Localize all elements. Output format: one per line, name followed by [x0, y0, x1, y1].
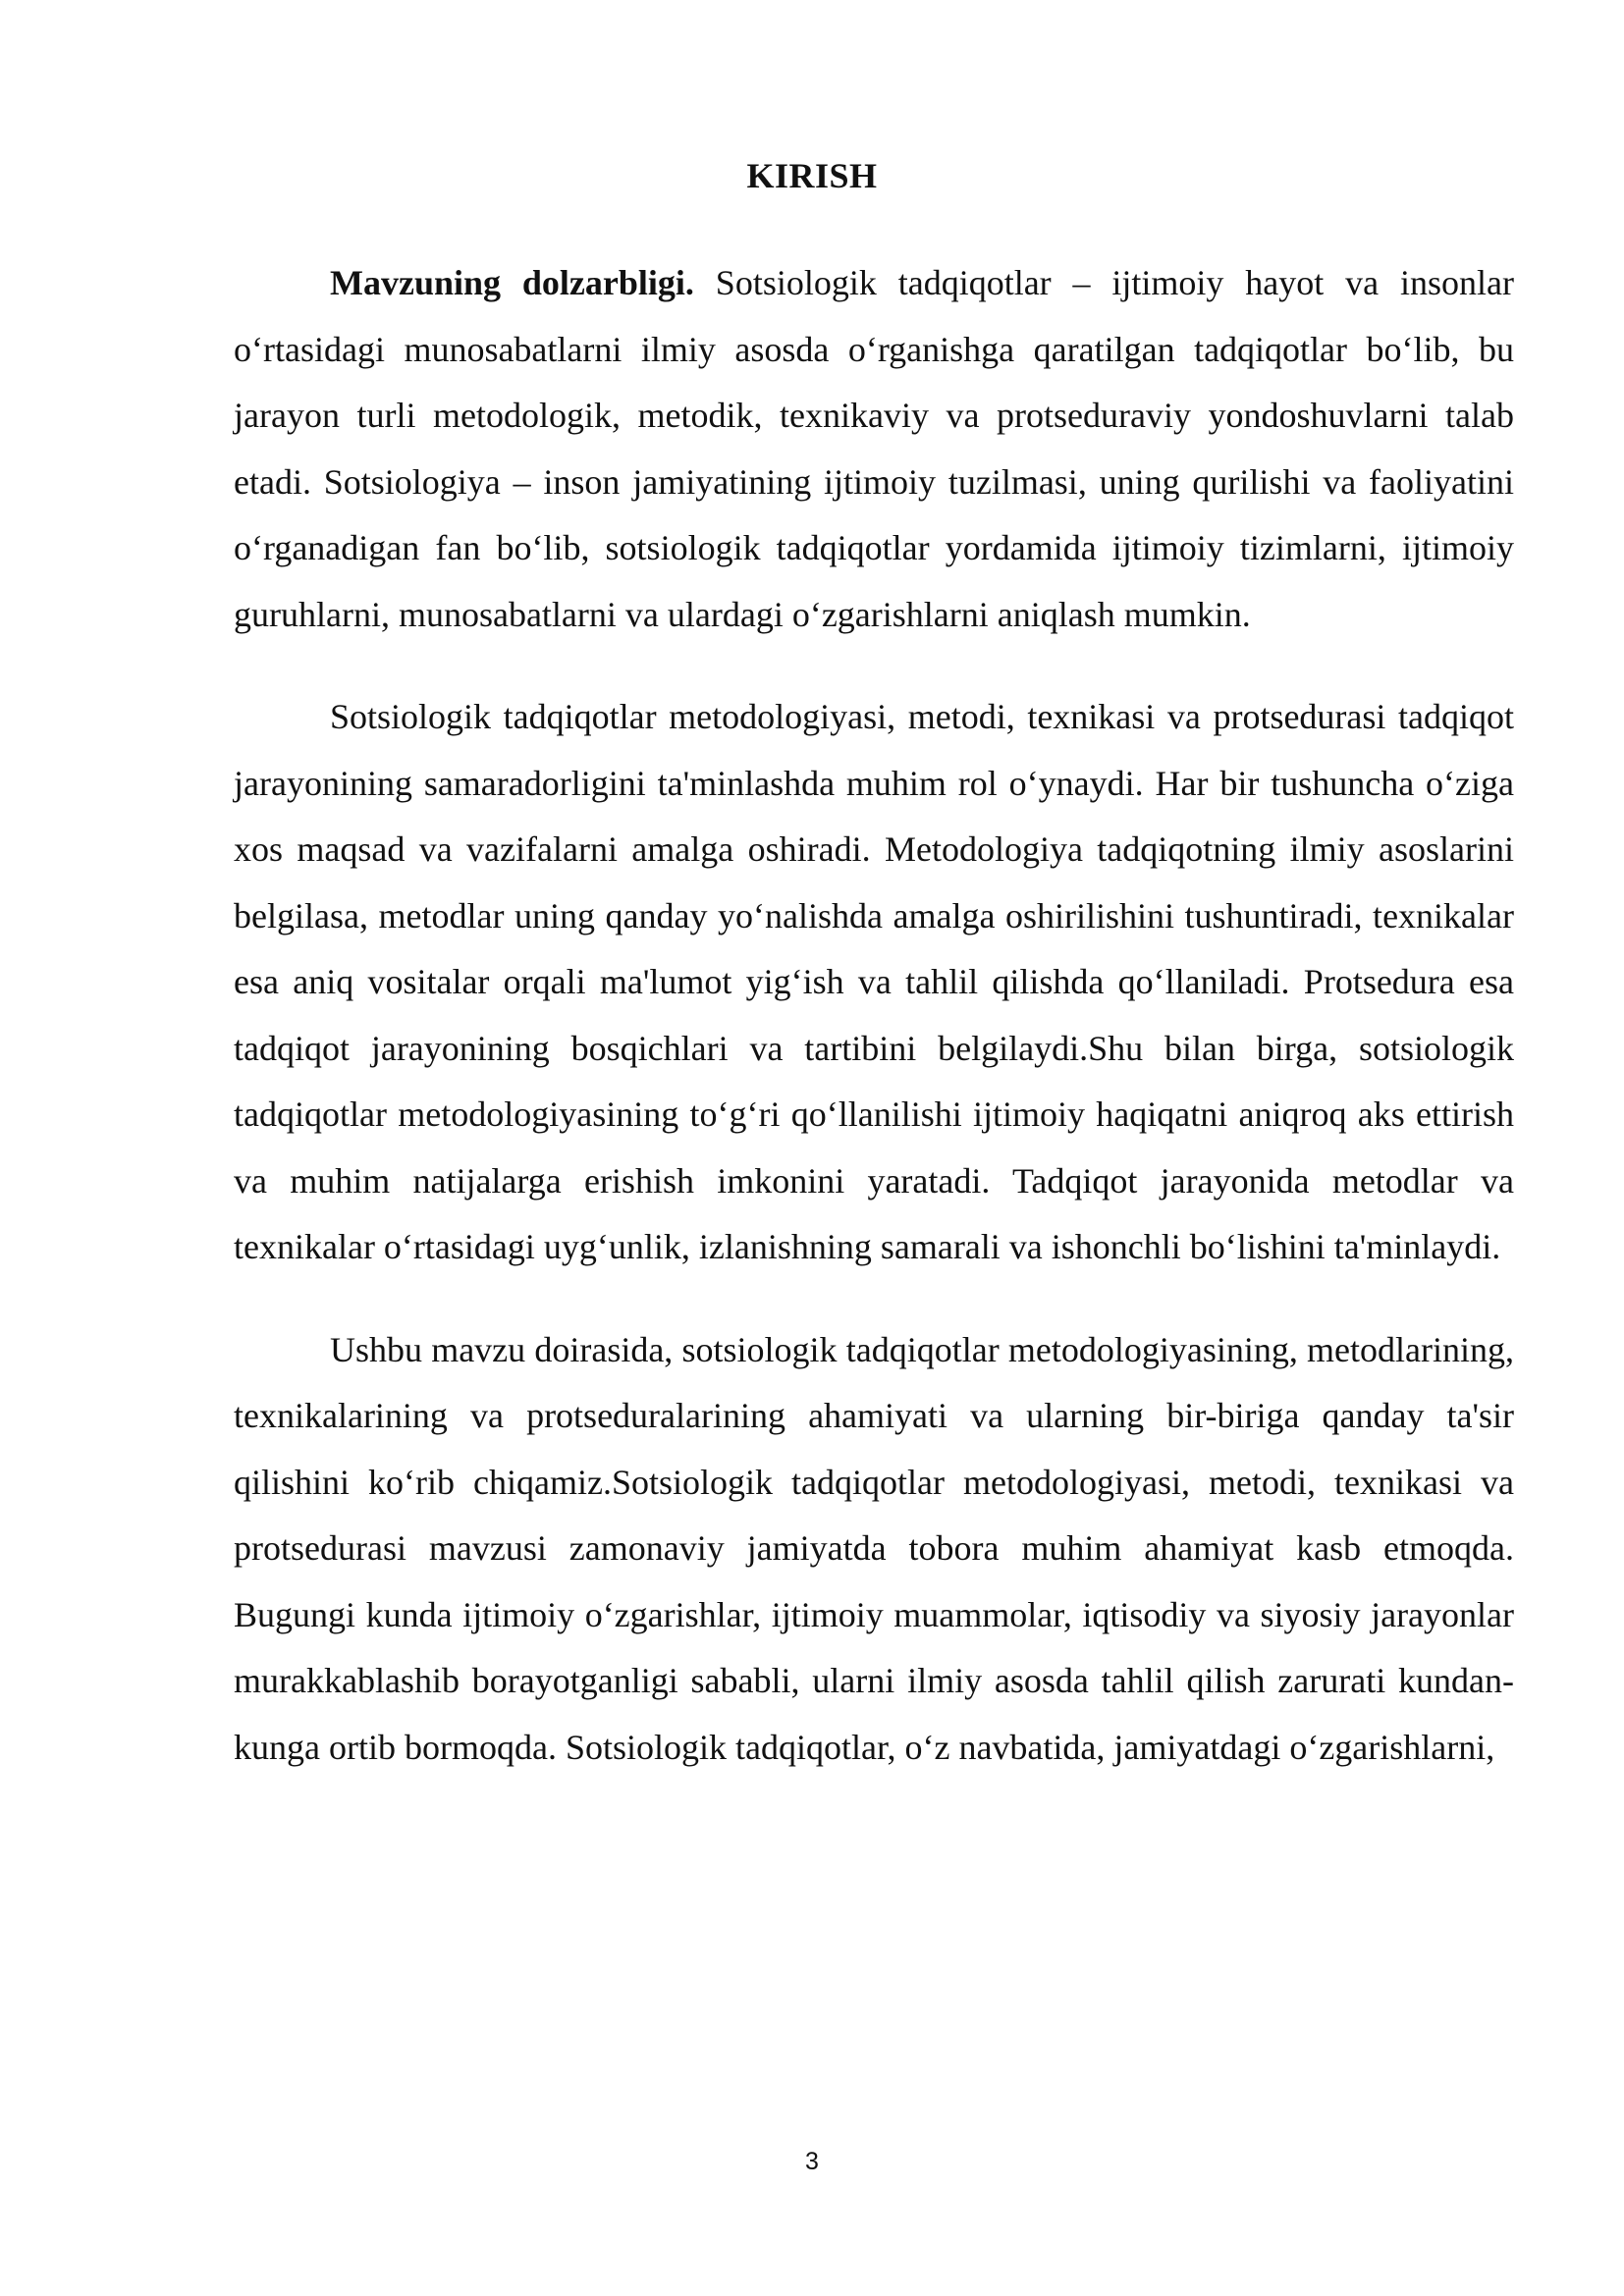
section-heading: KIRISH: [746, 156, 878, 195]
page-number: 3: [805, 2148, 819, 2175]
paragraph-1-text: Sotsiologik tadqiqotlar – ijtimoiy hayot va insonlar o‘rtasidagi munosabatlarni ilmiy asosda o‘rganishga qaratilgan tadqiqotlar bo‘lib, bu jarayon turli metodologik, metodik, texnikaviy va protseduraviy yondoshuvlarni talab etadi. Sotsiologiya – inson jamiyatining ijtimoiy tuzilmasi, uning qurilishi va faoliyatini o‘rganadigan fan bo‘lib, sotsiologik tadqiqotlar yordamida ijtimoiy tizimlarni, ijtimoiy guruhlarni, munosabatlarni va ulardagi o‘zgarishlarni aniqlash mumkin.: [234, 263, 1515, 634]
paragraph-1: [234, 250, 1514, 648]
paragraph-3: Ushbu mavzu doirasida, sotsiologik tadqiqotlar metodologiyasining, metodlarining, texnikalarining va protseduralarining ahamiyati va ularning bir-biriga qanday ta'sir qilishini ko‘rib chiqamiz.Sotsiologik tadqiqotlar metodologiyasi, metodi, texnikasi va protsedurasi mavzusi zamonaviy jamiyatda tobora muhim ahamiyat kasb etmoqda. Bugungi kunda ijtimoiy o‘zgarishlar, ijtimoiy muammolar, iqtisodiy va siyosiy jarayonlar murakkablashib borayotganligi sababli, ularni ilmiy asosda tahlil qilish zarurati kundan-kunga ortib bormoqda. Sotsiologik tadqiqotlar, o‘z navbatida, jamiyatdagi o‘zgarishlarni,: [234, 1329, 1514, 1767]
paragraph-2: Sotsiologik tadqiqotlar metodologiyasi, metodi, texnikasi va protsedurasi tadqiqot jarayonining samaradorligini ta'minlashda muhim rol o‘ynaydi. Har bir tushuncha o‘ziga xos maqsad va vazifalarni amalga oshiradi. Metodologiya tadqiqotning ilmiy asoslarini belgilasa, metodlar uning qanday yo‘nalishda amalga oshirilishini tushuntiradi, texnikalar esa aniq vositalar orqali ma'lumot yig‘ish va tahlil qilishda qo‘llaniladi. Protsedura esa tadqiqot jarayonining bosqichlari va tartibini belgilaydi.Shu bilan birga, sotsiologik tadqiqotlar metodologiyasining to‘g‘ri qo‘llanilishi ijtimoiy haqiqatni aniqroq aks ettirish va muhim natijalarga erishish imkonini yaratadi. Tadqiqot jarayonida metodlar va texnikalar o‘rtasidagi uyg‘unlik, izlanishning samarali va ishonchli bo‘lishini ta'minlaydi.: [234, 697, 1514, 1266]
paragraph-lead: Mavzuning dolzarbligi.: [330, 263, 694, 302]
body-text: [234, 250, 1514, 1781]
